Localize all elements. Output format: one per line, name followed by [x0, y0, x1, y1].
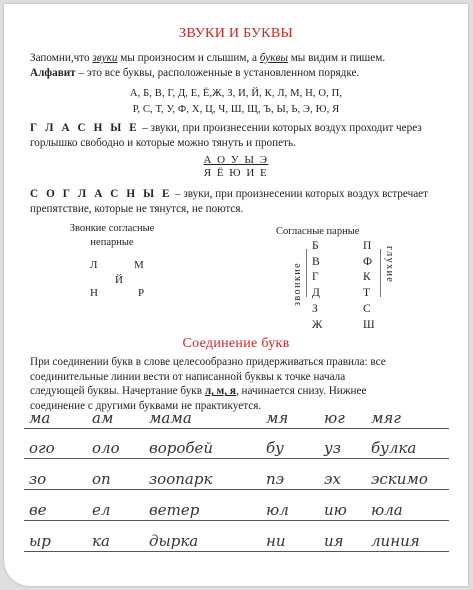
unpaired-letter-r: Р	[138, 287, 145, 299]
handwritten-word: линия	[371, 532, 420, 550]
handwritten-word: мя	[266, 409, 289, 427]
handwritten-word: ка	[92, 532, 110, 550]
handwritten-word: бу	[266, 439, 284, 457]
handwritten-word: дырка	[149, 532, 199, 550]
handwritten-word: ма	[29, 409, 51, 427]
connection-paragraph: При соединении букв в слове целесообразно придерживаться правила: все соединительные линии вести от написанной буквы к точке начала следующей буквы. Начертание букв л, м, я, начинается снизу. Нижнее соединение с другими буквами не практикуется.	[30, 356, 386, 412]
handwritten-word: эх	[324, 470, 341, 488]
unpaired-letter-m: М	[134, 259, 144, 271]
consonants-definition: С О Г Л А С Н Ы Е – звуки, при произнесении которых воздух встречает препятствие, которые не тянутся, не поются.	[30, 188, 429, 215]
ruling-line	[24, 551, 449, 552]
handwritten-word: оло	[92, 439, 120, 457]
handwritten-word: юл	[266, 501, 289, 519]
unpaired-letter-y: Й	[115, 274, 123, 286]
ruling-line	[24, 489, 449, 490]
paired-voiced-column: Б В Г Д З Ж	[312, 240, 323, 331]
voiceless-bracket-line	[380, 249, 381, 297]
handwritten-word: воробей	[149, 439, 214, 457]
unpaired-letter-n: Н	[90, 287, 98, 299]
unpaired-letter-l: Л	[90, 259, 98, 271]
handwritten-word: ого	[29, 439, 55, 457]
handwritten-word: ел	[92, 501, 111, 519]
handwritten-word: зо	[29, 470, 47, 488]
handwritten-word: зоопарк	[149, 470, 213, 488]
handwritten-word: ве	[29, 501, 47, 519]
handwritten-word: мяг	[371, 409, 401, 427]
handwritten-word: пэ	[266, 470, 285, 488]
ruling-line	[24, 458, 449, 459]
section-title-sounds-letters: ЗВУКИ И БУКВЫ	[179, 26, 293, 41]
handwritten-word: ию	[324, 501, 347, 519]
handwritten-word: ия	[324, 532, 344, 550]
vowels-definition: Г Л А С Н Ы Е – звуки, при произнесении которых воздух проходит через горлышко свободно и которые можно тянуть и пропеть.	[30, 122, 422, 149]
sounds-paragraph: Запомни,что звуки мы произносим и слышим, а буквы мы видим и пишем. Алфавит – это все буквы, расположенные в установленном порядке.	[30, 52, 386, 79]
alphabet: А, Б, В, Г, Д, Е, Ё,Ж, З, И, Й, К, Л, М, Н, О, П, Р, С, Т, У, Ф, Х, Ц, Ч, Ш, Щ, Ъ, Ы, Ь, Э, Ю, Я	[129, 88, 343, 115]
ruling-line	[24, 428, 449, 429]
handwritten-word: булка	[371, 439, 417, 457]
ruling-line	[24, 520, 449, 521]
unpaired-title: Звонкие согласные непарные	[69, 223, 155, 248]
handwritten-word: уз	[324, 439, 341, 457]
workbook-page	[4, 4, 468, 586]
section-title-connection: Соединение букв	[182, 336, 290, 351]
handwritten-word: ветер	[149, 501, 200, 519]
handwritten-word: юг	[324, 409, 345, 427]
handwritten-word: эскимо	[371, 470, 428, 488]
vowel-letters: А О У Ы Э Я Ё Ю И Е	[203, 154, 269, 179]
paired-voiceless-column: П Ф К Т С Ш	[363, 240, 375, 331]
handwritten-word: ыр	[29, 532, 51, 550]
voiced-bracket-line	[306, 249, 307, 297]
handwritten-word: ни	[266, 532, 286, 550]
handwritten-word: мама	[149, 409, 192, 427]
handwritten-word: оп	[92, 470, 111, 488]
handwritten-word: юла	[371, 501, 403, 519]
voiceless-label: глухие	[384, 246, 395, 284]
voiced-label: звонкие	[292, 261, 303, 306]
paired-title: Согласные парные	[276, 226, 360, 237]
handwritten-word: ам	[92, 409, 114, 427]
